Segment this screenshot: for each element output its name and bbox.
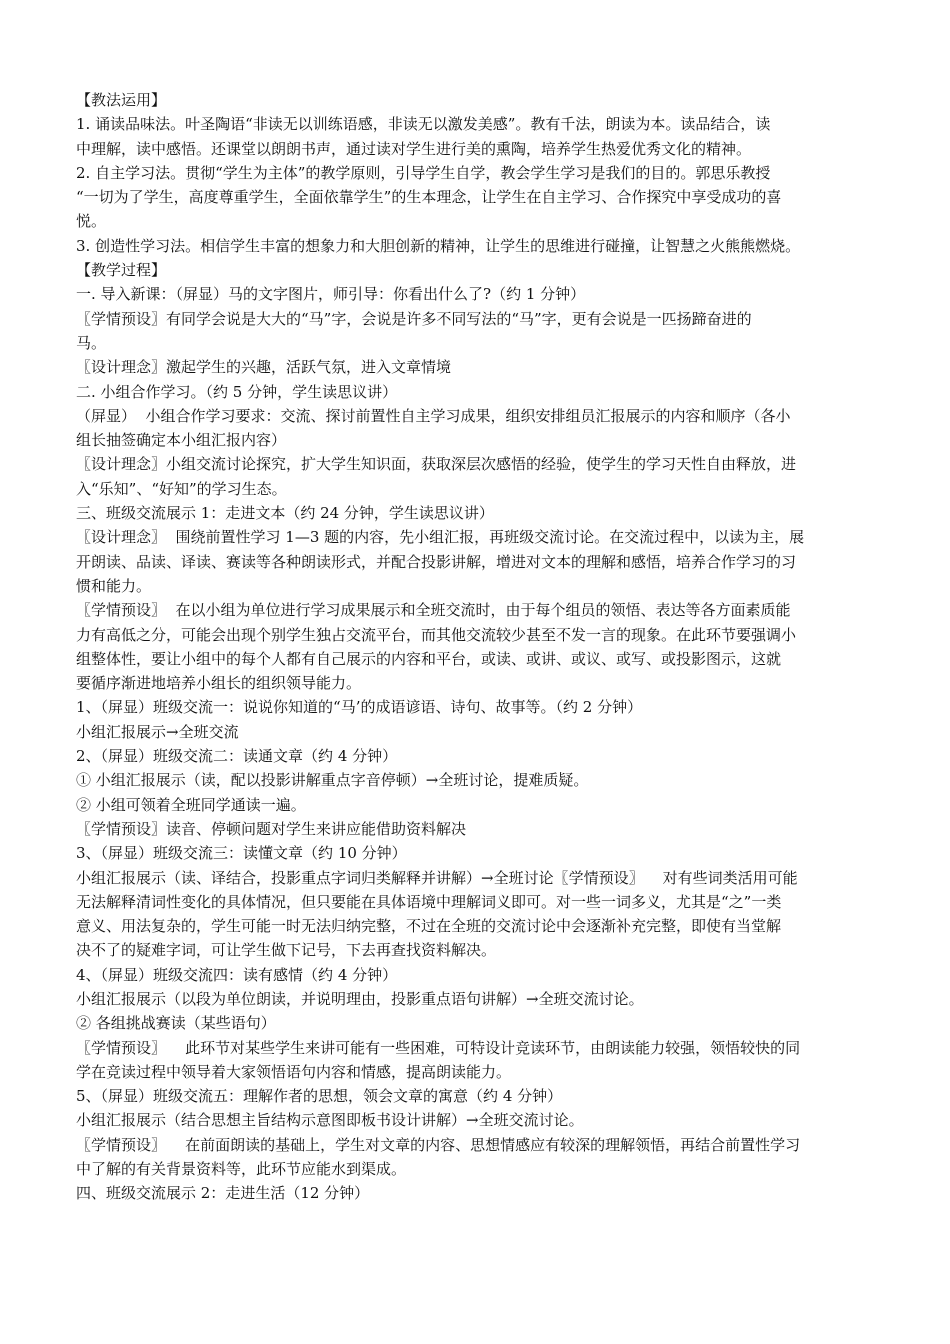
text-line: 组长抽签确定本小组汇报内容）: [76, 431, 287, 450]
text-line: 开朗读、品读、译读、赛读等各种朗读形式，并配合投影讲解，增进对文本的理解和感悟，培养合作学习的习: [76, 552, 797, 571]
text-line: （屏显） 小组合作学习要求：交流、探讨前置性自主学习成果，组织安排组员汇报展示的内容和顺序（各小: [76, 406, 791, 425]
text-line: 3、（屏显）班级交流三：读懂文章（约 10 分钟）: [76, 844, 407, 863]
text-line: 4、（屏显）班级交流四：读有感情（约 4 分钟）: [76, 965, 398, 984]
text-line: 无法解释清词性变化的具体情况，但只要能在具体语境中理解词义即可。对一些一词多义，尤其是“之”一类: [76, 892, 782, 911]
text-line: “一切为了学生，高度尊重学生，全面依靠学生”的生本理念，让学生在自主学习、合作探究中享受成功的喜: [76, 188, 782, 207]
text-line: 5、（屏显）班级交流五：理解作者的思想，领会文章的寓意（约 4 分钟）: [76, 1087, 563, 1106]
text-line: 学在竞读过程中领导着大家领悟语句内容和情感，提高朗读能力。: [76, 1062, 512, 1081]
text-line: 〖学情预设〗有同学会说是大大的“马”字，会说是许多不同写法的“马”字，更有会说是一匹扬蹄奋进的: [76, 309, 752, 328]
document-page: [76, 88, 884, 1206]
text-line: 二. 小组合作学习。（约 5 分钟，学生读思议讲）: [76, 382, 398, 401]
text-line: 〖学情预设〗 此环节对某些学生来讲可能有一些困难，可特设计竞读环节，由朗读能力较强，领悟较快的同: [76, 1038, 801, 1057]
text-line: 力有高低之分，可能会出现个别学生独占交流平台，而其他交流较少甚至不发一言的现象。在此环节要强调小: [76, 625, 797, 644]
text-line: 【教学过程】: [76, 261, 167, 280]
text-line: 1、（屏显）班级交流一：说说你知道的“马’的成语谚语、诗句、故事等。（约 2 分钟）: [76, 698, 643, 717]
text-line: 1. 诵读品味法。叶圣陶语“非读无以训练语感，非读无以激发美感”。教有千法，朗读为本。读品结合，读: [76, 115, 771, 134]
text-line: 2. 自主学习法。贯彻“学生为主体”的教学原则，引导学生自学，教会学生学习是我们的目的。郭思乐教授: [76, 163, 771, 182]
text-line: ② 小组可领着全班同学通读一遍。: [76, 795, 306, 814]
text-line: 〖学情预设〗 在前面朗读的基础上，学生对文章的内容、思想情感应有较深的理解领悟，再结合前置性学习: [76, 1135, 801, 1154]
text-line: 【教法运用】: [76, 91, 167, 109]
text-line: 决不了的疑难字词，可让学生做下记号，下去再查找资料解决。: [76, 941, 497, 960]
text-line: 惯和能力。: [76, 576, 152, 595]
text-line: 小组汇报展示（读、译结合，投影重点字词归类解释并讲解）→全班讨论〖学情预设〗 对有些词类活用可能: [76, 868, 798, 887]
text-line: ② 各组挑战赛读（某些语句）: [76, 1014, 276, 1033]
text-line: 3. 创造性学习法。相信学生丰富的想象力和大胆创新的精神，让学生的思维进行碰撞，让智慧之火熊熊燃烧。: [76, 236, 801, 255]
text-line: 意义、用法复杂的，学生可能一时无法归纳完整，不过在全班的交流讨论中会逐渐补充完整，即使有当堂解: [76, 917, 782, 936]
text-line: 2、（屏显）班级交流二：读通文章（约 4 分钟）: [76, 747, 398, 766]
text-line: 小组汇报展示→全班交流: [76, 722, 239, 741]
text-line: ① 小组汇报展示（读，配以投影讲解重点字音停顿）→全班讨论，提难质疑。: [76, 771, 589, 790]
text-line: 三、班级交流展示 1：走进文本（约 24 分钟，学生读思议讲）: [76, 504, 494, 523]
text-line: 中了解的有关背景资料等，此环节应能水到渠成。: [76, 1160, 407, 1179]
text-line: 一. 导入新课：（屏显）马的文字图片，师引导：你看出什么了?（约 1 分钟）: [76, 285, 586, 304]
text-line: 〖设计理念〗激起学生的兴趣，活跃气氛，进入文章情境: [76, 358, 452, 377]
text-line: 〖学情预设〗读音、停顿问题对学生来讲应能借助资料解决: [76, 819, 467, 838]
text-line: 〖设计理念〗小组交流讨论探究，扩大学生知识面，获取深层次感悟的经验，使学生的学习天性自由释放，进: [76, 455, 797, 474]
text-line: 马。: [76, 333, 107, 352]
text-line: 悦。: [76, 212, 107, 231]
text-line: 入“乐知”、“好知”的学习生态。: [76, 479, 287, 498]
text-line: 要循序渐进地培养小组长的组织领导能力。: [76, 674, 362, 693]
text-line: 四、班级交流展示 2：走进生活（12 分钟）: [76, 1184, 370, 1203]
text-line: 中理解，读中感悟。还课堂以朗朗书声，通过读对学生进行美的熏陶，培养学生热爱优秀文化的精神。: [76, 139, 752, 158]
text-line: 小组汇报展示（以段为单位朗读，并说明理由，投影重点语句讲解）→全班交流讨论。: [76, 989, 644, 1008]
text-line: 〖学情预设〗 在以小组为单位进行学习成果展示和全班交流时，由于每个组员的领悟、表达等各方面素质能: [76, 601, 791, 620]
text-line: 〖设计理念〗 围绕前置性学习 1—3 题的内容，先小组汇报，再班级交流讨论。在交流过程中，以读为主，展: [76, 528, 805, 547]
text-line: 小组汇报展示（结合思想主旨结构示意图即板书设计讲解）→全班交流讨论。: [76, 1111, 584, 1130]
text-line: 组整体性，要让小组中的每个人都有自己展示的内容和平台，或读、或讲、或议、或写、或投影图示，这就: [76, 649, 782, 668]
